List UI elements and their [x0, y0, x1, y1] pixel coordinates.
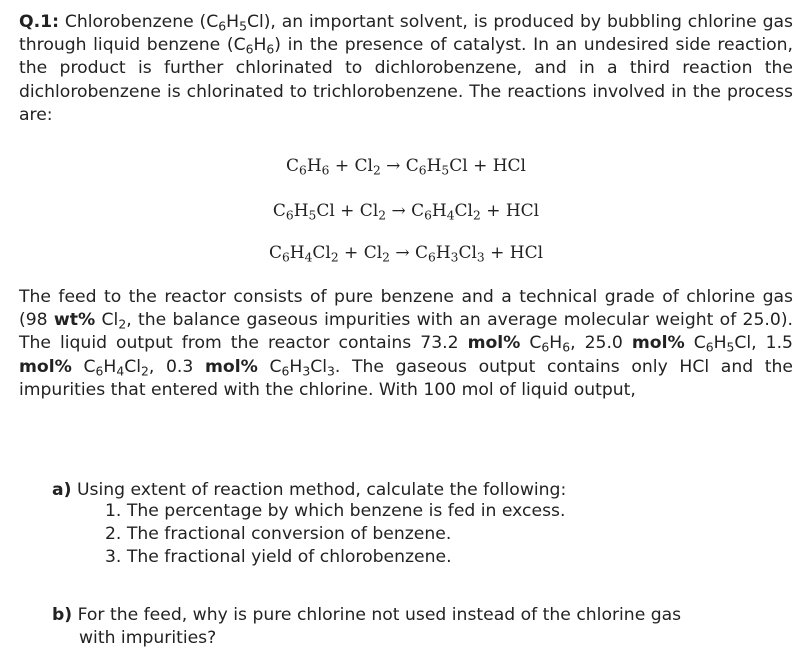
intro-text: H — [253, 35, 267, 56]
question-label: Q.1: — [19, 12, 59, 32]
part-b-text: For the feed, why is pure chlorine not used instead of the chlorine gas — [77, 605, 682, 625]
list-item: 1. The percentage by which benzene is fed in excess. — [105, 501, 566, 521]
part-b-label: b) — [52, 605, 73, 625]
list-item: 3. The fractional yield of chlorobenzene. — [105, 547, 452, 567]
part-b-prompt — [52, 604, 782, 650]
reaction-equation-2: $C_6H_5Cl + Cl_2 \to C_6H_4Cl_2$ + HCl — [272, 201, 540, 223]
part-a-list — [105, 500, 565, 569]
part-a-prompt — [52, 479, 566, 502]
intro-text: Cl), an important solvent, is produced by bubbling chlorine gas through liquid benzene (C — [19, 12, 793, 56]
subscript: 5 — [239, 19, 247, 34]
subscript: 6 — [218, 19, 227, 34]
feed-paragraph: The feed to the reactor consists of pure benzene and a technical grade of chlorine gas (98 wt% $Cl_2$, the balance gaseous impurities with an average molecular weight of 25.0). The liquid output from the reactor contains 73.2 mol% $C_6H_6$, 25.0 mol% $C_6H_5Cl$, 1.5 mol% $C_6H_4Cl_2$, 0.3 mol% $C_6H_3Cl_3$. The gaseous output contains only HCl and the impurities that entered with the chlorine. With 100 mol of liquid output, — [19, 287, 793, 400]
reaction-equation-1: $C_6H_6 + Cl_2 \to C_6H_5Cl$ + HCl — [286, 156, 526, 178]
list-item: 2. The fractional conversion of benzene. — [105, 524, 452, 544]
reaction-equation-3: $C_6H_4Cl_2 + Cl_2 \to C_6H_3Cl_3$ + HCl — [268, 243, 544, 265]
intro-paragraph — [19, 11, 793, 127]
intro-text: ) in the presence of catalyst. In an undesired side reaction, the product is further chlorinated to dichlorobenzene, and in a third reaction the dichlorobenzene is chlorinated to trichlorobenzene. The reactions involved in the process are: — [19, 35, 793, 125]
intro-text: H — [226, 12, 240, 32]
subscript: 6 — [266, 42, 275, 57]
part-a-text: Using extent of reaction method, calculate the following: — [76, 480, 567, 500]
intro-text: Chlorobenzene (C — [64, 12, 219, 32]
part-a-label: a) — [52, 480, 72, 500]
part-b-text-continued: with impurities? — [79, 628, 217, 648]
subscript: 6 — [245, 42, 254, 57]
